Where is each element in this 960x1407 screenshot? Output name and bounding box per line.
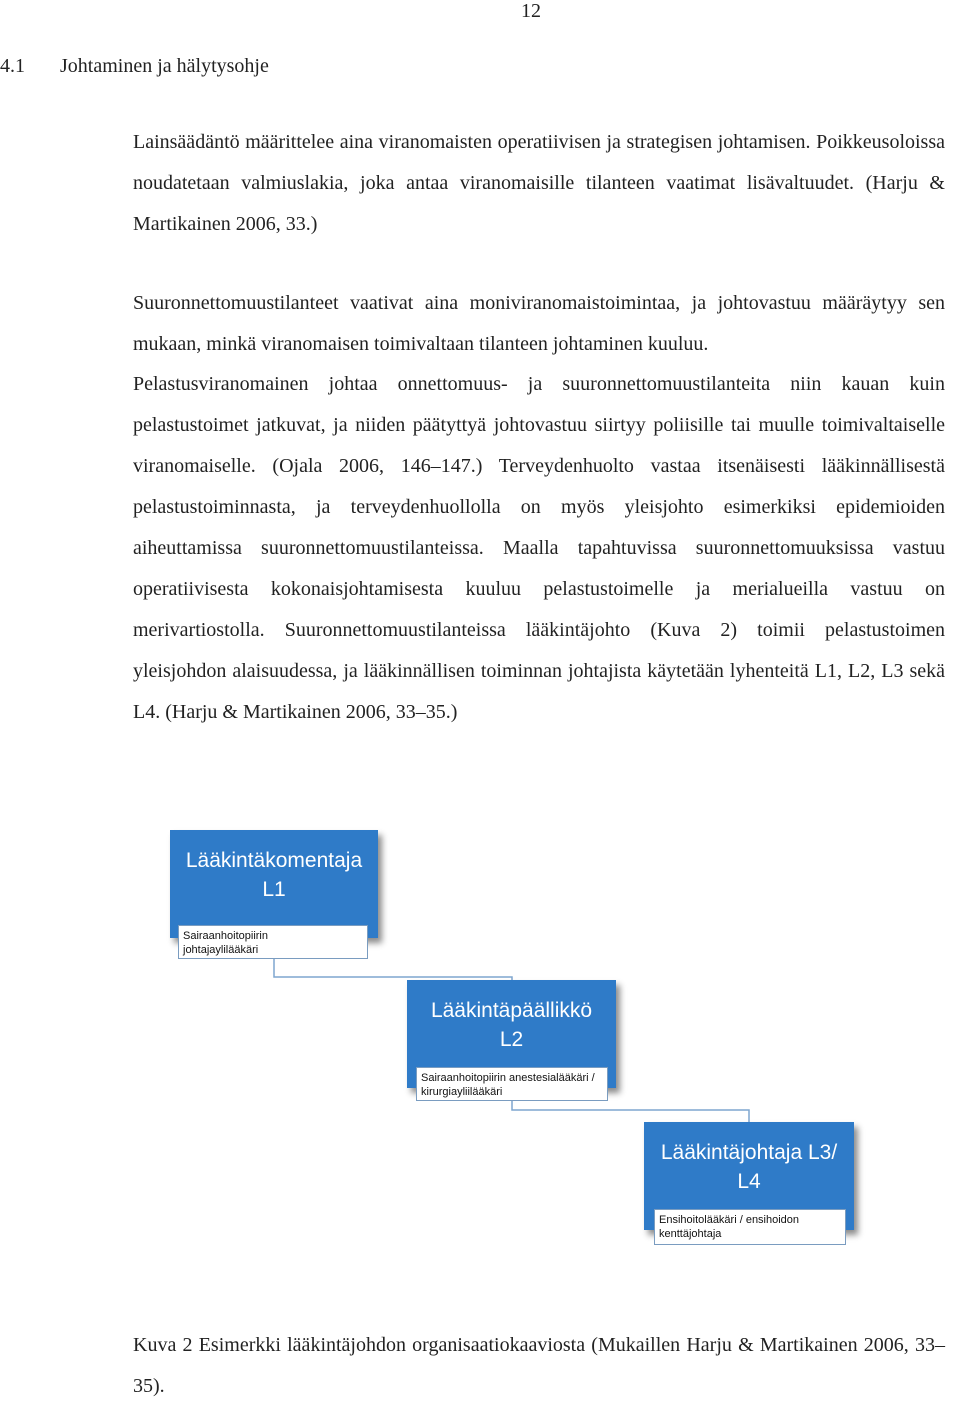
node-l3-title: Lääkintäjohtaja L3/	[660, 1141, 838, 1164]
org-node-l2-subtitle	[416, 1067, 608, 1101]
node-l2-sub-line1: Sairaanhoitopiirin anestesialääkäri /	[421, 1072, 595, 1084]
org-node-l3-subtitle	[654, 1209, 846, 1245]
node-l1-code: L1	[262, 878, 286, 901]
section-number: 4.1	[0, 55, 25, 77]
org-node-l1-subtitle	[178, 925, 368, 959]
section-title: Johtaminen ja hälytysohje	[60, 55, 269, 77]
paragraph-1: Lainsäädäntö määrittelee aina viranomaisten operatiivisen ja strategisen johtamisen. Poikkeusoloissa noudatetaan valmiuslakia, joka antaa viranomaisille tilanteen vaatimat lisävaltuudet. (Harju & Martikainen 2006, 33.)	[133, 131, 945, 235]
node-l2-sub-line2: kirurgiayliilääkäri	[421, 1086, 503, 1098]
node-l2-code: L2	[499, 1028, 524, 1051]
node-l1-sub-line2: johtajaylilääkäri	[183, 944, 259, 956]
node-l2-title: Lääkintäpäällikkö	[430, 999, 593, 1022]
page-number: 12	[521, 0, 541, 22]
node-l3-code: L4	[737, 1170, 761, 1193]
figure-caption: Kuva 2 Esimerkki lääkintäjohdon organisaatiokaaviosta (Mukaillen Harju & Martikainen 2006, 33–35).	[133, 1334, 945, 1397]
org-node-l1	[170, 830, 378, 938]
paragraph-2: Suuronnettomuustilanteet vaativat aina moniviranomaistoimintaa, ja johtovastuu määräytyy sen mukaan, minkä viranomaisen toimivaltaan tilanteen johtaminen kuuluu.	[133, 292, 945, 355]
node-l1-title: Lääkintäkomentaja	[185, 849, 363, 872]
node-l3-sub-line1: Ensihoitolääkäri / ensihoidon	[659, 1214, 800, 1226]
node-l3-sub-line2: kenttäjohtaja	[659, 1228, 722, 1240]
node-l1-sub-line1: Sairaanhoitopiirin	[183, 930, 268, 942]
paragraph-3: Pelastusviranomainen johtaa onnettomuus- ja suuronnettomuustilanteita niin kauan kuin pelastustoimet jatkuvat, ja niiden päätyttyä johtovastuu siirtyy poliisille tai muulle toimivaltaiselle viranomaiselle. (Ojala 2006, 146–147.) Terveydenhuolto vastaa itsenäisesti lääkinnällisestä pelastustoiminnasta, ja terveydenhuollolla on myös yleisjohto esimerkiksi epidemioiden aiheuttamissa suuronnettomuustilanteissa. Maalla tapahtuvissa suuronnettomuuksissa vastuu operatiivisesta kokonaisjohtamisesta kuuluu pelastustoimelle ja merialueilla vastuu on merivartiostolla. Suuronnettomuustilanteissa lääkintäjohto (Kuva 2) toimii pelastustoimen yleisjohdon alaisuudessa, ja lääkinnällisen toiminnan johtajista käytetään lyhenteitä L1, L2, L3 sekä L4. (Harju & Martikainen 2006, 33–35.)	[133, 373, 945, 723]
